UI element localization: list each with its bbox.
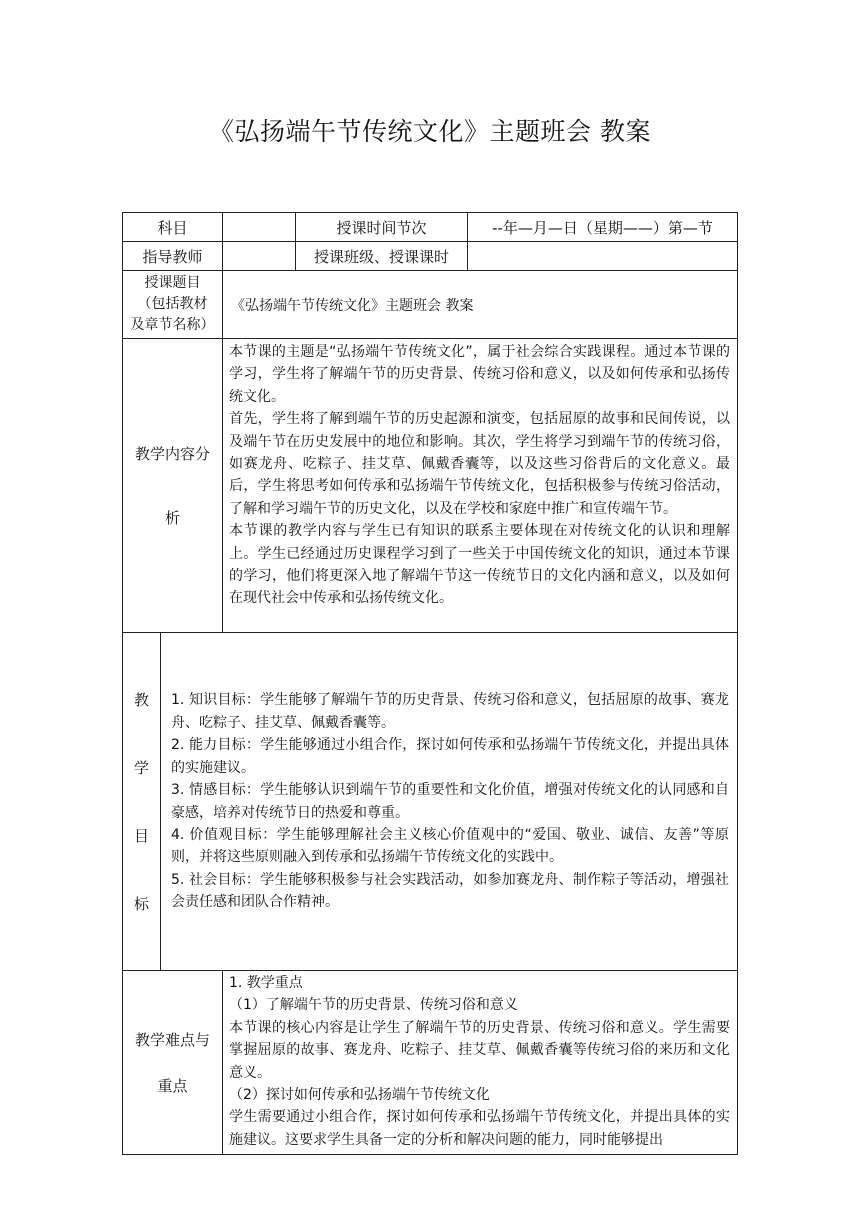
objectives-text — [161, 633, 738, 971]
table-row — [123, 242, 738, 271]
table-row — [123, 271, 738, 339]
class-label: 授课班级、授课课时 — [296, 242, 468, 271]
objective-item: 2. 能力目标：学生能够通过小组合作，探讨如何传承和弘扬端午节传统文化，并提出具体的实施建议。 — [171, 737, 729, 776]
objective-item: 4. 价值观目标：学生能够理解社会主义核心价值观中的“爱国、敬业、诚信、友善”等原则，并将这些原则融入到传承和弘扬端午节传统文化的实践中。 — [171, 826, 729, 866]
objective-item: 1. 知识目标：学生能够了解端午节的历史背景、传统习俗和意义，包括屈原的故事、赛龙舟、吃粽子、挂艾草、佩戴香囊等。 — [171, 692, 729, 731]
objective-item: 3. 情感目标：学生能够认识到端午节的重要性和文化价值，增强对传统文化的认同感和自豪感，培养对传统节日的热爱和尊重。 — [171, 782, 729, 821]
difficulty-line: 本节课的核心内容是让学生了解端午节的历史背景、传统习俗和意义。学生需要掌握屈原的故事、赛龙舟、吃粽子、挂艾草、佩戴香囊等传统习俗的来历和文化意义。 — [229, 1019, 730, 1081]
difficulty-label: 教学难点与 重点 — [123, 971, 223, 1155]
difficulty-line: （2）探讨如何传承和弘扬端午节传统文化 — [229, 1087, 490, 1104]
content-analysis-label: 教学内容分 析 — [123, 339, 223, 633]
table-row — [123, 213, 738, 242]
topic-value: 《弘扬端午节传统文化》主题班会 教案 — [223, 271, 738, 339]
analysis-paragraph: 本节课的主题是“弘扬端午节传统文化”，属于社会综合实践课程。通过本节课的学习，学生将了解端午节的历史背景、传统习俗和意义，以及如何传承和弘扬传统文化。 — [229, 344, 730, 405]
content-analysis-text — [223, 339, 738, 633]
time-value: --年—月—日（星期——）第—节 — [468, 213, 738, 242]
document-title: 《弘扬端午节传统文化》主题班会 教案 — [209, 117, 651, 146]
objective-item: 5. 社会目标：学生能够积极参与社会实践活动，如参加赛龙舟、制作粽子等活动，增强社会责任感和团队合作精神。 — [171, 871, 729, 911]
class-value — [468, 242, 738, 271]
difficulty-line: （1）了解端午节的历史背景、传统习俗和意义 — [229, 997, 518, 1014]
teacher-label: 指导教师 — [123, 242, 223, 271]
difficulty-line: 学生需要通过小组合作，探讨如何传承和弘扬端午节传统文化，并提出具体的实施建议。这要求学生具备一定的分析和解决问题的能力，同时能够提出 — [229, 1109, 730, 1148]
difficulty-line: 1. 教学重点 — [229, 975, 303, 991]
subject-label: 科目 — [123, 213, 223, 242]
teacher-value — [223, 242, 296, 271]
lesson-plan-table — [122, 212, 738, 1155]
table-row — [123, 339, 738, 633]
difficulty-text — [223, 971, 738, 1155]
subject-value — [223, 213, 296, 242]
analysis-paragraph: 本节课的教学内容与学生已有知识的联系主要体现在对传统文化的认识和理解上。学生已经通过历史课程学习到了一些关于中国传统文化的知识，通过本节课的学习，他们将更深入地了解端午节这一传统节日的文化内涵和意义，以及如何在现代社会中传承和弘扬传统文化。 — [229, 523, 730, 607]
analysis-paragraph: 首先，学生将了解到端午节的历史起源和演变，包括屈原的故事和民间传说，以及端午节在历史发展中的地位和影响。其次，学生将学习到端午节的传统习俗，如赛龙舟、吃粽子、挂艾草、佩戴香囊等，以及这些习俗背后的文化意义。最后，学生将思考如何传承和弘扬端午节传统文化，包括积极参与传统习俗活动，了解和学习端午节的历史文化，以及在学校和家庭中推广和宣传端午节。 — [229, 411, 730, 517]
objectives-label: 教 学 目 标 — [123, 633, 161, 971]
table-row — [123, 971, 738, 1155]
topic-label: 授课题目 （包括教材 及章节名称） — [123, 271, 223, 339]
time-label: 授课时间节次 — [296, 213, 468, 242]
table-row — [123, 633, 738, 971]
